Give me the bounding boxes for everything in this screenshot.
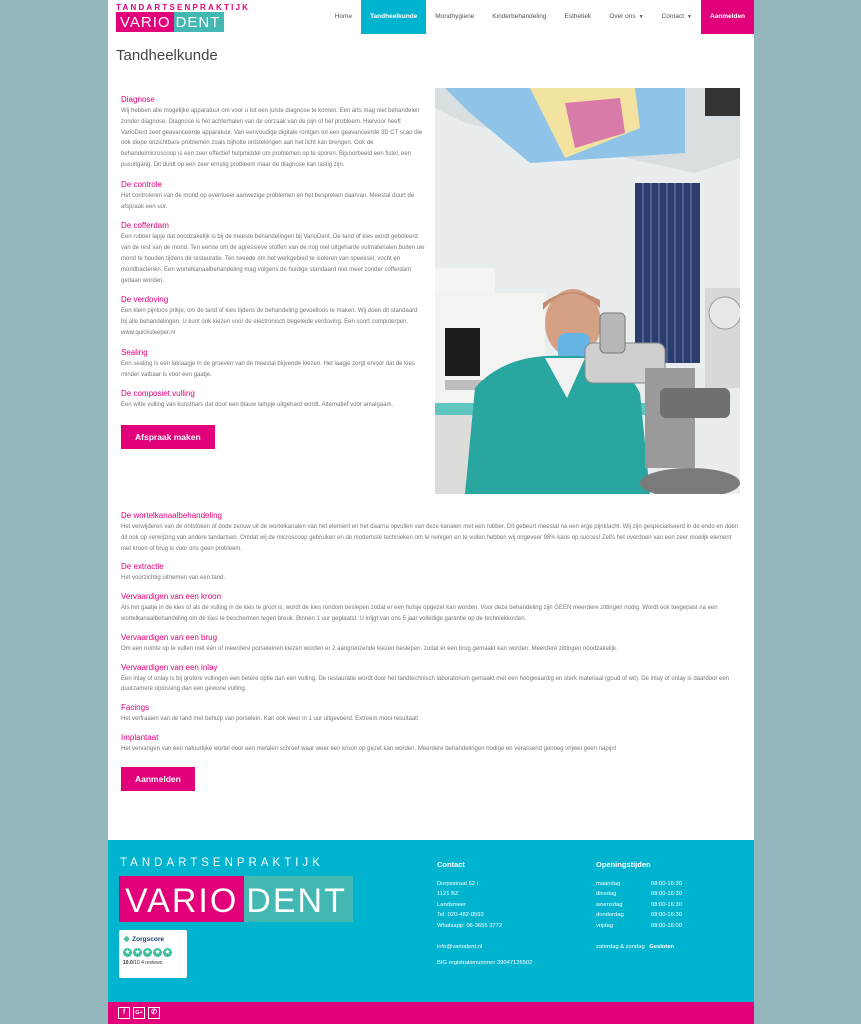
nav-home[interactable]: Home: [334, 13, 353, 20]
section-text: Het verfraaien van de tand met behulp van porselein. Kan ook weer in 1 uur uitgevoerd. Extreem mooi resultaat!: [121, 716, 419, 723]
section-controle: [121, 180, 425, 213]
hours-row: [596, 921, 736, 932]
page-container: [108, 0, 754, 1024]
zorgscore-label: Zorgscore: [132, 936, 164, 943]
star-icon: ★: [134, 949, 141, 956]
section-title: De wortelkanaalbehandeling: [121, 511, 222, 520]
nav-contact[interactable]: [653, 0, 701, 34]
hours-day: donderdag: [596, 912, 624, 919]
hours-weekend-label: zaterdag & zondag: [596, 943, 645, 950]
section-title: Diagnose: [121, 95, 155, 104]
contact-tel[interactable]: Tel: 020-482-0593: [437, 912, 484, 919]
section-title: Vervaardigen van een kroon: [121, 592, 222, 602]
google-plus-icon[interactable]: G+: [133, 1007, 145, 1019]
section-text: Als het gaatje in de kies of als de vulling in de kies te groot is, wordt de kies rondom beslepen zodat er een hulsje opgezet kan worden. Voor deze behandeling zijn GEEN meerdere zittingen nodig. Wordt ook toegepast na een wortelkanaalbehandeling om de kies te beschermen tegen breuk. Binnen 1 uur geplaatst. U krijgt van ons 5 jaar volledige garantie op de techniekkosten.: [121, 605, 718, 622]
hours-time: 08:00-16:30: [651, 891, 682, 898]
nav-over-ons-label: Over ons: [609, 13, 636, 20]
hours-day: woensdag: [596, 901, 623, 908]
afspraak-maken-button[interactable]: Afspraak maken: [121, 425, 215, 449]
site-footer: [108, 840, 754, 1002]
section-wortelkanaal: [121, 511, 741, 554]
hours-row: [596, 889, 736, 900]
dentist-photo-illustration: [435, 88, 740, 494]
section-text: Het verwijderen van de ontstoken of dode zenuw uit de wortelkanalen van het element en het daarna opvullen van deze kanalen met een rubber. Dit gebeurt meestal na een erge pijnklacht. Wij zijn gespecialiseerd in de endo en doen dit ook op verwijzing van andere tandartsen. Omdat wij de microscoop gebruiken en de modernste technieken om te reinigen en te vullen hebben wij ongeveer 98% kans op succes! Zelfs het overdoen van een zeer moelijk element met kroon of brug is voor ons geen probleem.: [121, 524, 739, 552]
hours-time: 08:00-16:30: [651, 880, 682, 887]
whatsapp-icon[interactable]: ✆: [148, 1007, 160, 1019]
star-icon: ★: [164, 949, 171, 956]
section-text: Een klein pijnloos prikje, om de tand of kies tijdens de behandeling gevoelloos te maken. Wij doen dit standaard bij alle behandelingen. U kunt ook kiezen voor de electronisch begeleide verdoving. Een soort computerpen. www.quicksleeper.nl: [121, 308, 418, 336]
hours-day: dinsdag: [596, 891, 617, 898]
social-bar: [108, 1002, 754, 1024]
chevron-down-icon: ▼: [638, 14, 644, 20]
nav-mondhygiene[interactable]: Mondhygiene: [435, 13, 475, 20]
logo-dent: DENT: [174, 12, 225, 32]
section-composiet: [121, 389, 425, 411]
section-implantaat: [121, 733, 741, 755]
section-cofferdam: [121, 221, 425, 286]
treatments-list: [121, 511, 741, 791]
hours-weekend: [596, 942, 736, 953]
footer-logo-tagline: TANDARTSENPRAKTIJK: [120, 857, 324, 869]
zorgscore-score: [123, 960, 183, 966]
star-icon: ★: [154, 949, 161, 956]
section-text: Het vervangen van een natuurlijke wortel door een metalen schroef waar weer een kroon op gezet kan worden. Meerdere behandelingen nodige en verassend genoeg vrijwel geen napijn!: [121, 745, 617, 752]
nav-kinderbehandeling[interactable]: Kinderbehandeling: [492, 13, 547, 20]
site-header: [108, 0, 754, 34]
section-verdoving: [121, 295, 425, 338]
left-column: [121, 95, 425, 449]
zorgscore-widget[interactable]: [119, 930, 187, 978]
section-kroon: [121, 592, 741, 625]
hours-row: [596, 900, 736, 911]
section-title: De cofferdam: [121, 221, 169, 231]
section-title: De composiet vulling: [121, 389, 195, 399]
footer-contact-title: Contact: [437, 860, 465, 869]
zorgscore-stars: [123, 948, 183, 957]
contact-city: Landsmeer: [437, 901, 467, 908]
section-title: Sealing: [121, 347, 148, 357]
logo-tagline: TANDARTSENPRAKTIJK: [116, 3, 251, 12]
nav-tandheelkunde[interactable]: Tandheelkunde: [361, 0, 426, 34]
main-nav: [326, 0, 754, 34]
nav-aanmelden[interactable]: Aanmelden: [701, 0, 754, 34]
section-title: De verdoving: [121, 295, 169, 305]
logo-vario: VARIO: [116, 12, 174, 32]
page-title: Tandheelkunde: [116, 47, 218, 64]
zorgscore-reviews: 4 reviews: [141, 960, 163, 966]
hours-row: [596, 910, 736, 921]
nav-esthetiek[interactable]: Esthetiek: [564, 13, 592, 20]
hours-row: [596, 879, 736, 890]
section-title: Implantaat: [121, 732, 159, 742]
section-text: Het controleren van de mond op eventueel aanwezige problemen en het bespreken daarvan. Meestal duurt de afspraak een uur.: [121, 192, 415, 210]
section-text: Om een ruimte op te vullen met één of meerdere porseleinen kiezen worden er 2 aangrenzende kiezen beslepen, zodat er een brug gemaakt kan worden. Meerdere zittingen noodzakelijk.: [121, 645, 618, 652]
section-text: Een inlay of onlay is bij grotere vullingen een betere optie dan een vulling. De restauratie wordt door het tandtechnisch laboratorium gemaakt met een hoogwaardig en sterk materiaal (goud of wit). De inlay of onlay is daardoor een duurzamere oplossing dan een gewone vulling.: [121, 675, 730, 693]
aanmelden-button[interactable]: Aanmelden: [121, 767, 195, 791]
contact-street: Dorpsstraat 62 i: [437, 880, 478, 887]
dentist-photo: [435, 88, 740, 494]
section-title: Vervaardigen van een inlay: [121, 662, 218, 672]
zorgscore-value: 10.0: [123, 960, 133, 966]
aanmelden-wrap: [121, 767, 741, 791]
section-text: Een rubber lapje dat noodzakelijk is bij de meeste behandelingen bij VarioDent. De tand of kies wordt geboleerd van de rest van de mond. Ten eerste om de agressieve stoffen van de nog niet uitgeharde vulmaterialen buiten uw mond te houden tijdens de restauratie. Ten tweede om het werkgebied te isoleren van speeksel, vocht en mondbacteriën. Een wortelkanaalbehandeling mag volgens de huidige standaard niet meer zonder cofferdam gedaan worden.: [121, 234, 425, 284]
site-logo[interactable]: [116, 12, 224, 32]
section-text: Een sealing is een laklaagje in de groeven van de meestal blijvende kiezen. Het laagje zorgt ervoor dat de kies minder vatbaar is voor een gaatje.: [121, 360, 415, 378]
chevron-down-icon: ▼: [687, 14, 692, 20]
footer-hours: [596, 860, 736, 952]
contact-postcode: 1121 BZ: [437, 891, 459, 898]
hours-day: vrijdag: [596, 922, 614, 929]
section-text: Wij hebben alle mogelijke apparatuur om voor u tot een juiste diagnose te komen. Een arts mag niet behandelen zonder diagnose. Diagnose is het achterhalen van de oorzaak van de pijn of het probleem. Hiervoor heeft VarioDent zeer geavanceerde apparatuur. Van eenvoudige digitale rontgen tot een geavanceerde 3D CT scan die ook diepe onzichtbare problemen zoals bijholte ontstekingen aan het licht kan brengen. Ook de behandelmicroscoop is een zeer effectief hulpmiddel om problemen op te sporen. Bijvoorbeeld een fistel, een pusuitgang. Dit duidt op een zeer ernstig probleem maar de diagnose kan lastig zijn.: [121, 108, 423, 168]
contact-whatsapp[interactable]: Whatsapp: 06-3655 3772: [437, 922, 503, 929]
section-inlay: [121, 663, 741, 696]
section-text: Een witte vulling van kunsthars dat door een blauw lampje uitgehard wordt. Alternatief voor amalgaam.: [121, 402, 394, 409]
nav-over-ons[interactable]: [600, 0, 652, 34]
nav-contact-label: Contact: [661, 13, 684, 20]
star-icon: ★: [124, 949, 131, 956]
section-title: De extractie: [121, 562, 164, 572]
footer-logo[interactable]: [119, 876, 353, 922]
zorgscore-scale: /10: [132, 960, 140, 966]
zorgscore-title: [123, 935, 183, 944]
section-title: Facings: [121, 703, 150, 713]
footer-hours-title: Openingstijden: [596, 860, 651, 869]
hours-time: 08:00-16:00: [651, 922, 682, 929]
contact-big: BIG registratienummer 39047126502: [437, 960, 533, 967]
hours-weekend-value: Gesloten: [649, 943, 675, 950]
section-brug: [121, 633, 741, 655]
footer-contact: [437, 860, 532, 969]
footer-logo-vario: VARIO: [119, 876, 244, 922]
section-title: De controle: [121, 179, 162, 189]
hours-time: 08:00-16:30: [651, 901, 682, 908]
section-text: Het voorzichtig uitnemen van een tand.: [121, 575, 226, 582]
hours-day: maandag: [596, 880, 621, 887]
zorgscore-logo-icon: ❖: [123, 935, 131, 944]
afspraak-wrap: [121, 425, 425, 449]
section-title: Vervaardigen van een brug: [121, 632, 218, 642]
section-extractie: [121, 562, 741, 584]
section-sealing: [121, 348, 425, 381]
star-icon: ★: [144, 949, 151, 956]
footer-logo-dent: DENT: [244, 876, 353, 922]
facebook-icon[interactable]: f: [118, 1007, 130, 1019]
spacer: [437, 932, 532, 942]
hours-time: 08:00-16:30: [651, 912, 682, 919]
section-facings: [121, 703, 741, 725]
section-diagnose: [121, 95, 425, 171]
contact-email-link[interactable]: info@variodent.nl: [437, 943, 483, 950]
